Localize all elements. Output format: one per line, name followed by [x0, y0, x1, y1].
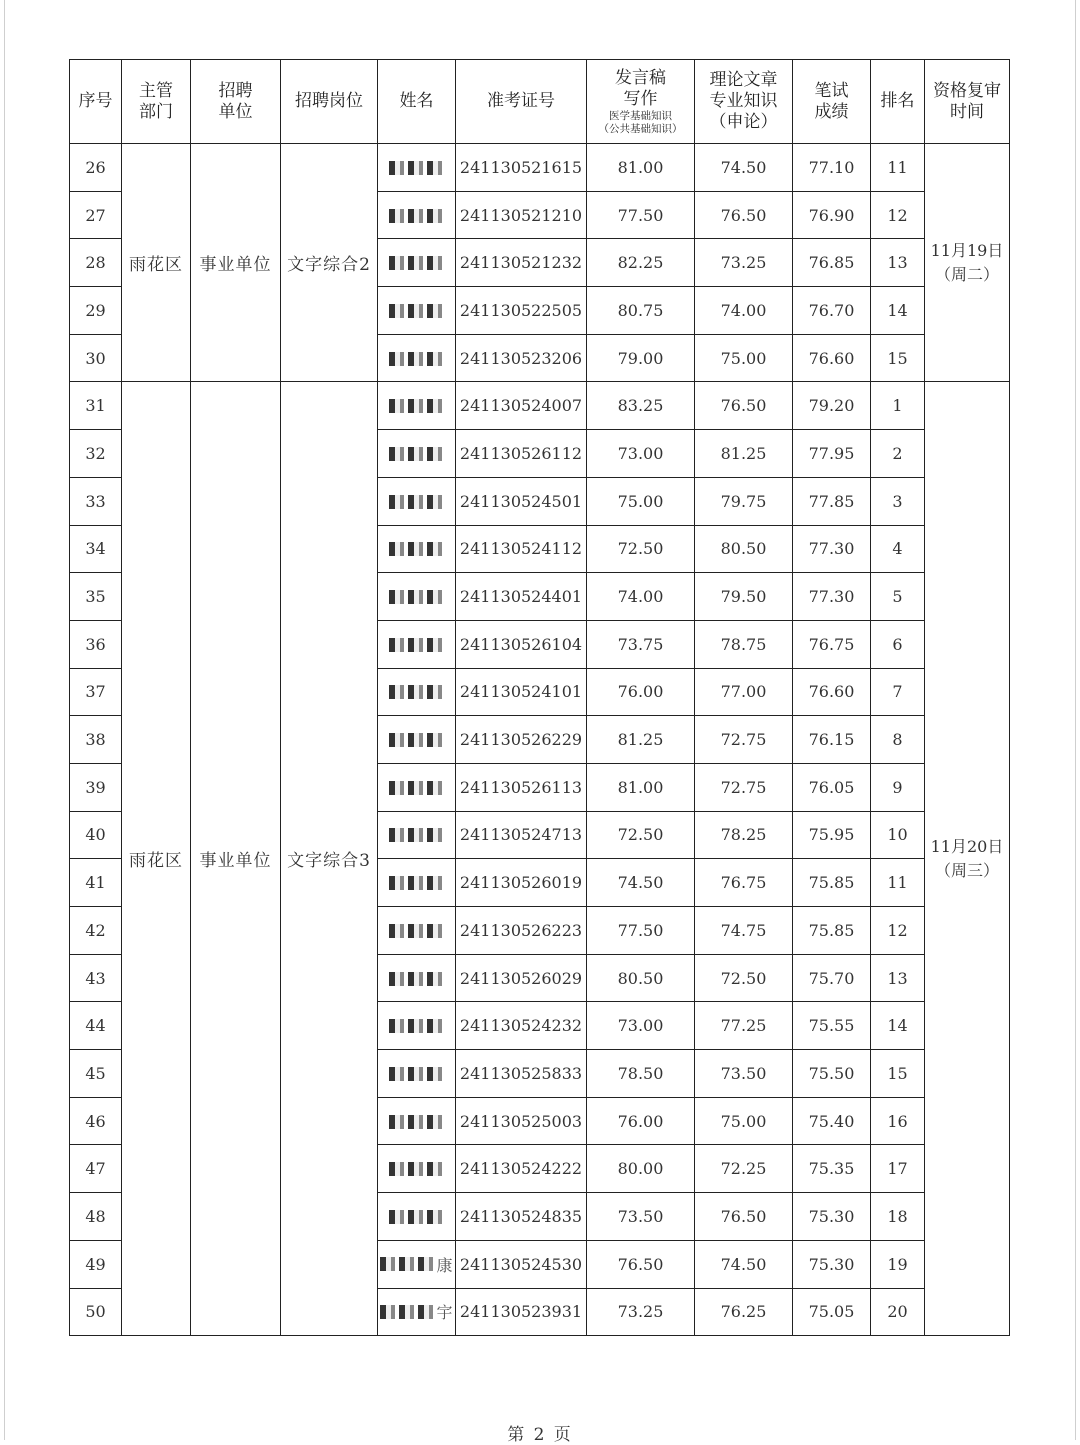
cell-seq: 41: [70, 859, 122, 907]
cell-written: 77.10: [793, 144, 871, 192]
cell-score2: 74.50: [695, 1240, 793, 1288]
review-weekday: （周二）: [934, 264, 999, 284]
cell-unit: 事业单位: [191, 382, 281, 1336]
cell-name: [378, 668, 456, 716]
cell-written: 75.85: [793, 907, 871, 955]
cell-written: 75.30: [793, 1240, 871, 1288]
cell-written: 77.95: [793, 430, 871, 478]
cell-written: 75.50: [793, 1050, 871, 1098]
cell-exam-id: 241130524401: [456, 573, 587, 621]
cell-rank: 14: [871, 1002, 925, 1050]
cell-seq: 30: [70, 334, 122, 382]
cell-rank: 12: [871, 191, 925, 239]
cell-score2: 80.50: [695, 525, 793, 573]
results-table: [69, 59, 1010, 1336]
cell-score1: 80.75: [587, 287, 695, 335]
cell-name: [378, 1050, 456, 1098]
cell-written: 76.70: [793, 287, 871, 335]
cell-rank: 16: [871, 1097, 925, 1145]
cell-score2: 74.50: [695, 144, 793, 192]
header-score1-sub: 医学基础知识: [609, 109, 672, 122]
cell-score2: 73.25: [695, 239, 793, 287]
redacted-name-block: [389, 781, 443, 795]
cell-score1: 79.00: [587, 334, 695, 382]
cell-seq: 37: [70, 668, 122, 716]
table-row: [70, 144, 1010, 192]
cell-exam-id: 241130524530: [456, 1240, 587, 1288]
cell-name: [378, 430, 456, 478]
cell-name: [378, 859, 456, 907]
redacted-name-block: [389, 828, 443, 842]
header-rank: 排名: [871, 60, 925, 144]
cell-written: 76.60: [793, 334, 871, 382]
cell-review-time: [925, 144, 1010, 382]
cell-seq: 46: [70, 1097, 122, 1145]
cell-seq: 34: [70, 525, 122, 573]
header-seq: 序号: [70, 60, 122, 144]
header-name: 姓名: [378, 60, 456, 144]
cell-seq: 32: [70, 430, 122, 478]
cell-exam-id: 241130525003: [456, 1097, 587, 1145]
cell-rank: 8: [871, 716, 925, 764]
cell-rank: 2: [871, 430, 925, 478]
cell-name: [378, 954, 456, 1002]
cell-score1: 78.50: [587, 1050, 695, 1098]
cell-name: [378, 334, 456, 382]
cell-written: 77.85: [793, 477, 871, 525]
review-date: 11月20日: [930, 836, 1004, 856]
cell-score2: 73.50: [695, 1050, 793, 1098]
cell-seq: 40: [70, 811, 122, 859]
cell-seq: 26: [70, 144, 122, 192]
cell-seq: 42: [70, 907, 122, 955]
cell-score2: 77.25: [695, 1002, 793, 1050]
header-exam-id: 准考证号: [456, 60, 587, 144]
redacted-name-block: [389, 256, 443, 270]
cell-rank: 4: [871, 525, 925, 573]
cell-rank: 13: [871, 239, 925, 287]
redacted-name-block: [389, 685, 443, 699]
cell-exam-id: 241130524501: [456, 477, 587, 525]
header-row: [70, 60, 1010, 144]
cell-name: [378, 1288, 456, 1336]
redacted-name-block: [389, 399, 443, 413]
cell-name: [378, 1002, 456, 1050]
cell-score1: 74.00: [587, 573, 695, 621]
cell-rank: 7: [871, 668, 925, 716]
cell-position: 文字综合3: [281, 382, 378, 1336]
cell-exam-id: 241130526112: [456, 430, 587, 478]
cell-rank: 11: [871, 859, 925, 907]
cell-score1: 73.00: [587, 430, 695, 478]
cell-exam-id: 241130521615: [456, 144, 587, 192]
cell-exam-id: 241130526229: [456, 716, 587, 764]
redacted-name-block: [389, 352, 443, 366]
cell-seq: 36: [70, 620, 122, 668]
cell-rank: 1: [871, 382, 925, 430]
cell-written: 76.75: [793, 620, 871, 668]
redacted-name-block: [389, 304, 443, 318]
cell-rank: 17: [871, 1145, 925, 1193]
cell-dept: 雨花区: [122, 382, 191, 1336]
redacted-name-block: [389, 972, 443, 986]
redacted-name-block: [389, 924, 443, 938]
cell-written: 75.35: [793, 1145, 871, 1193]
cell-name: [378, 1193, 456, 1241]
header-unit-label: 招聘单位: [218, 80, 253, 122]
cell-written: 75.55: [793, 1002, 871, 1050]
cell-score1: 76.50: [587, 1240, 695, 1288]
cell-name: [378, 239, 456, 287]
cell-score1: 74.50: [587, 859, 695, 907]
redacted-name-block: [389, 542, 443, 556]
cell-score2: 76.50: [695, 191, 793, 239]
redacted-name-block: [389, 733, 443, 747]
table-row: [70, 382, 1010, 430]
redacted-name-block: [389, 1210, 443, 1224]
cell-seq: 35: [70, 573, 122, 621]
cell-score2: 72.25: [695, 1145, 793, 1193]
cell-score1: 77.50: [587, 907, 695, 955]
cell-score1: 81.00: [587, 144, 695, 192]
cell-written: 75.30: [793, 1193, 871, 1241]
cell-exam-id: 241130524222: [456, 1145, 587, 1193]
cell-written: 77.30: [793, 525, 871, 573]
cell-score2: 77.00: [695, 668, 793, 716]
cell-rank: 19: [871, 1240, 925, 1288]
header-score1-sub2: （公共基础知识）: [598, 122, 683, 135]
cell-written: 75.85: [793, 859, 871, 907]
cell-score1: 73.25: [587, 1288, 695, 1336]
cell-score2: 78.25: [695, 811, 793, 859]
cell-seq: 28: [70, 239, 122, 287]
cell-rank: 20: [871, 1288, 925, 1336]
cell-exam-id: 241130526104: [456, 620, 587, 668]
cell-seq: 29: [70, 287, 122, 335]
cell-rank: 10: [871, 811, 925, 859]
cell-score1: 80.50: [587, 954, 695, 1002]
cell-score2: 74.75: [695, 907, 793, 955]
cell-score1: 73.00: [587, 1002, 695, 1050]
cell-score1: 75.00: [587, 477, 695, 525]
cell-name: [378, 573, 456, 621]
cell-score2: 79.50: [695, 573, 793, 621]
header-position: 招聘岗位: [281, 60, 378, 144]
cell-seq: 47: [70, 1145, 122, 1193]
redacted-name-block: [389, 638, 443, 652]
cell-score1: 72.50: [587, 811, 695, 859]
header-review-time-label: 资格复审时间: [932, 80, 1001, 122]
cell-seq: 33: [70, 477, 122, 525]
cell-written: 76.05: [793, 763, 871, 811]
cell-exam-id: 241130521232: [456, 239, 587, 287]
header-review-time: [925, 60, 1010, 144]
page-edge-left: [4, 0, 5, 1440]
cell-rank: 9: [871, 763, 925, 811]
cell-score1: 77.50: [587, 191, 695, 239]
cell-name: [378, 620, 456, 668]
cell-score1: 81.25: [587, 716, 695, 764]
header-dept-label: 主管部门: [139, 80, 173, 122]
header-written: [793, 60, 871, 144]
cell-exam-id: 241130524112: [456, 525, 587, 573]
cell-exam-id: 241130524101: [456, 668, 587, 716]
cell-exam-id: 241130522505: [456, 287, 587, 335]
cell-name: [378, 811, 456, 859]
cell-written: 75.95: [793, 811, 871, 859]
cell-name: [378, 763, 456, 811]
cell-exam-id: 241130526019: [456, 859, 587, 907]
cell-written: 76.60: [793, 668, 871, 716]
cell-score2: 72.75: [695, 763, 793, 811]
redacted-name-block: [389, 1162, 443, 1176]
cell-name: [378, 477, 456, 525]
cell-seq: 44: [70, 1002, 122, 1050]
cell-seq: 27: [70, 191, 122, 239]
cell-seq: 49: [70, 1240, 122, 1288]
cell-score1: 72.50: [587, 525, 695, 573]
cell-written: 77.30: [793, 573, 871, 621]
cell-exam-id: 241130526029: [456, 954, 587, 1002]
cell-seq: 31: [70, 382, 122, 430]
redacted-name-block: [389, 876, 443, 890]
cell-score2: 76.50: [695, 1193, 793, 1241]
name-suffix: 康: [436, 1255, 453, 1275]
cell-name: [378, 1145, 456, 1193]
cell-score2: 78.75: [695, 620, 793, 668]
cell-rank: 6: [871, 620, 925, 668]
page-number: 第 2 页: [507, 1425, 573, 1445]
review-date: 11月19日: [930, 240, 1004, 260]
cell-score1: 80.00: [587, 1145, 695, 1193]
cell-seq: 50: [70, 1288, 122, 1336]
cell-dept: 雨花区: [122, 144, 191, 382]
cell-exam-id: 241130521210: [456, 191, 587, 239]
cell-rank: 15: [871, 334, 925, 382]
cell-written: 76.90: [793, 191, 871, 239]
cell-rank: 13: [871, 954, 925, 1002]
cell-written: 76.15: [793, 716, 871, 764]
redacted-name-block: [389, 495, 443, 509]
cell-score2: 75.00: [695, 1097, 793, 1145]
cell-score2: 72.50: [695, 954, 793, 1002]
cell-score1: 76.00: [587, 1097, 695, 1145]
cell-score2: 75.00: [695, 334, 793, 382]
cell-exam-id: 241130525833: [456, 1050, 587, 1098]
table-body: [70, 144, 1010, 1336]
header-score1-main: 发言稿写作: [615, 67, 666, 109]
header-score1: [587, 60, 695, 144]
cell-score1: 73.75: [587, 620, 695, 668]
cell-rank: 15: [871, 1050, 925, 1098]
cell-review-time: [925, 382, 1010, 1336]
cell-exam-id: 241130524007: [456, 382, 587, 430]
page-edge-right: [1075, 0, 1076, 1440]
header-written-label: 笔试成绩: [814, 80, 849, 122]
cell-written: 75.70: [793, 954, 871, 1002]
cell-exam-id: 241130526113: [456, 763, 587, 811]
cell-score2: 76.75: [695, 859, 793, 907]
redacted-name-block: [389, 1019, 443, 1033]
redacted-name-block: [389, 447, 443, 461]
cell-name: [378, 907, 456, 955]
cell-score2: 79.75: [695, 477, 793, 525]
cell-written: 76.85: [793, 239, 871, 287]
cell-seq: 48: [70, 1193, 122, 1241]
redacted-name-block: [389, 209, 443, 223]
redacted-name-block: [380, 1305, 434, 1319]
redacted-name-block: [389, 1067, 443, 1081]
cell-score1: 83.25: [587, 382, 695, 430]
cell-name: [378, 525, 456, 573]
cell-score2: 81.25: [695, 430, 793, 478]
cell-name: [378, 191, 456, 239]
cell-score2: 74.00: [695, 287, 793, 335]
cell-exam-id: 241130524232: [456, 1002, 587, 1050]
cell-name: [378, 1240, 456, 1288]
header-score2-label: 理论文章专业知识（申论）: [709, 70, 778, 132]
cell-seq: 39: [70, 763, 122, 811]
header-unit: [191, 60, 281, 144]
cell-exam-id: 241130523931: [456, 1288, 587, 1336]
cell-seq: 45: [70, 1050, 122, 1098]
redacted-name-block: [389, 1115, 443, 1129]
review-weekday: （周三）: [934, 860, 999, 880]
cell-written: 75.05: [793, 1288, 871, 1336]
name-suffix: 宇: [436, 1303, 453, 1323]
cell-name: [378, 382, 456, 430]
redacted-name-block: [380, 1257, 434, 1271]
cell-rank: 11: [871, 144, 925, 192]
cell-rank: 5: [871, 573, 925, 621]
header-score2: [695, 60, 793, 144]
cell-position: 文字综合2: [281, 144, 378, 382]
cell-rank: 3: [871, 477, 925, 525]
redacted-name-block: [389, 590, 443, 604]
cell-written: 75.40: [793, 1097, 871, 1145]
cell-name: [378, 287, 456, 335]
cell-exam-id: 241130524713: [456, 811, 587, 859]
cell-score2: 76.50: [695, 382, 793, 430]
cell-rank: 18: [871, 1193, 925, 1241]
cell-rank: 12: [871, 907, 925, 955]
header-dept: [122, 60, 191, 144]
cell-exam-id: 241130524835: [456, 1193, 587, 1241]
redacted-name-block: [389, 161, 443, 175]
cell-name: [378, 1097, 456, 1145]
cell-written: 79.20: [793, 382, 871, 430]
cell-seq: 38: [70, 716, 122, 764]
cell-score1: 73.50: [587, 1193, 695, 1241]
cell-exam-id: 241130526223: [456, 907, 587, 955]
cell-score2: 72.75: [695, 716, 793, 764]
cell-score2: 76.25: [695, 1288, 793, 1336]
cell-score1: 81.00: [587, 763, 695, 811]
cell-name: [378, 144, 456, 192]
cell-seq: 43: [70, 954, 122, 1002]
cell-name: [378, 716, 456, 764]
cell-exam-id: 241130523206: [456, 334, 587, 382]
cell-score1: 82.25: [587, 239, 695, 287]
cell-rank: 14: [871, 287, 925, 335]
cell-unit: 事业单位: [191, 144, 281, 382]
cell-score1: 76.00: [587, 668, 695, 716]
